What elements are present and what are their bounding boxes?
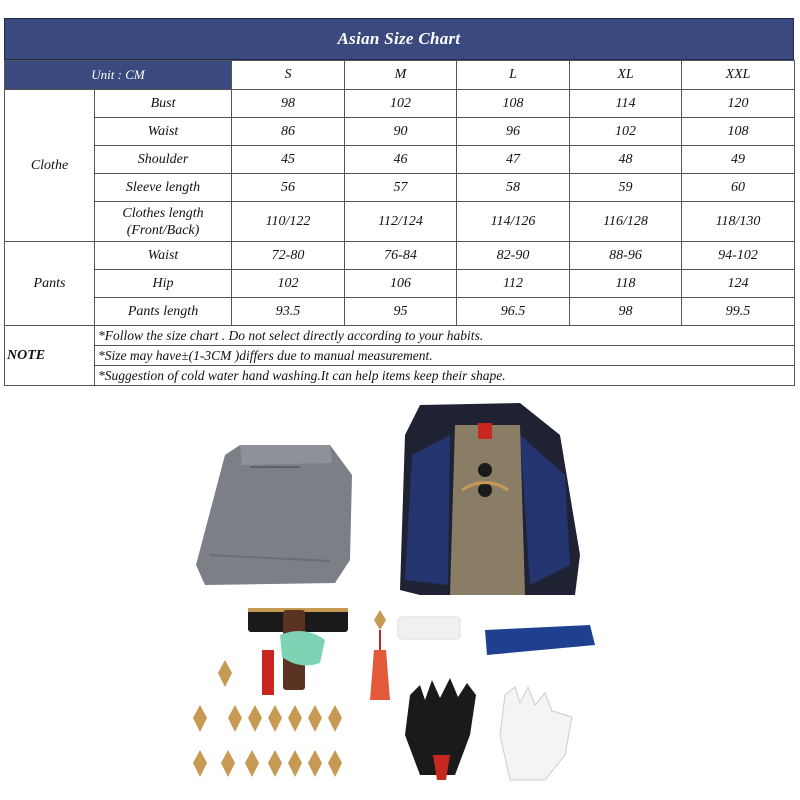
table-row xyxy=(5,90,795,118)
table-row xyxy=(5,202,795,242)
cell: 49 xyxy=(682,146,795,174)
cell: 108 xyxy=(457,90,570,118)
table-row xyxy=(5,118,795,146)
cell: 86 xyxy=(232,118,345,146)
red-tag-image xyxy=(262,650,274,695)
cell: 96 xyxy=(457,118,570,146)
tassel-image xyxy=(370,610,390,700)
table-row xyxy=(5,270,795,298)
white-cloth-image xyxy=(398,617,460,639)
group-label-clothe: Clothe xyxy=(5,90,95,242)
cell: 90 xyxy=(345,118,457,146)
size-table xyxy=(4,60,795,386)
group-label-pants: Pants xyxy=(5,242,95,326)
pants-image xyxy=(196,445,352,585)
size-header: M xyxy=(345,61,457,90)
cell: 112 xyxy=(457,270,570,298)
unit-label: Unit : CM xyxy=(5,61,232,90)
size-header: S xyxy=(232,61,345,90)
size-header-row xyxy=(5,61,795,90)
chart-title: Asian Size Chart xyxy=(4,18,794,60)
cell: 106 xyxy=(345,270,457,298)
cell: 46 xyxy=(345,146,457,174)
cell: 48 xyxy=(570,146,682,174)
cell: 102 xyxy=(345,90,457,118)
size-chart xyxy=(4,18,794,386)
cell: 76-84 xyxy=(345,242,457,270)
table-row xyxy=(5,174,795,202)
cell: 88-96 xyxy=(570,242,682,270)
table-row xyxy=(5,298,795,326)
cell: 57 xyxy=(345,174,457,202)
table-row xyxy=(5,146,795,174)
row-label xyxy=(95,202,232,242)
jacket-image xyxy=(400,403,580,595)
note-row xyxy=(5,326,795,346)
row-label: Sleeve length xyxy=(95,174,232,202)
cell: 93.5 xyxy=(232,298,345,326)
cell: 98 xyxy=(570,298,682,326)
note-line: *Size may have±(1-3CM )differs due to manual measurement. xyxy=(95,346,795,366)
cell: 72-80 xyxy=(232,242,345,270)
row-label: Pants length xyxy=(95,298,232,326)
cell: 59 xyxy=(570,174,682,202)
size-header: XXL xyxy=(682,61,795,90)
note-line: *Suggestion of cold water hand washing.It can help items keep their shape. xyxy=(95,366,795,386)
cell: 112/124 xyxy=(345,202,457,242)
note-line: *Follow the size chart . Do not select directly according to your habits. xyxy=(95,326,795,346)
product-photo xyxy=(0,395,800,800)
cell: 116/128 xyxy=(570,202,682,242)
cell: 118 xyxy=(570,270,682,298)
cell: 94-102 xyxy=(682,242,795,270)
white-glove-image xyxy=(500,687,572,780)
cell: 99.5 xyxy=(682,298,795,326)
row-label: Bust xyxy=(95,90,232,118)
row-label: Waist xyxy=(95,242,232,270)
cell: 60 xyxy=(682,174,795,202)
cell: 102 xyxy=(570,118,682,146)
size-header: L xyxy=(457,61,570,90)
note-row xyxy=(5,346,795,366)
row-label-line: (Front/Back) xyxy=(126,222,200,238)
cell: 96.5 xyxy=(457,298,570,326)
row-label: Shoulder xyxy=(95,146,232,174)
cell: 47 xyxy=(457,146,570,174)
cell: 120 xyxy=(682,90,795,118)
row-label-line: Clothes length xyxy=(122,205,204,221)
row-label: Waist xyxy=(95,118,232,146)
row-label: Hip xyxy=(95,270,232,298)
cell: 124 xyxy=(682,270,795,298)
cell: 114 xyxy=(570,90,682,118)
cell: 56 xyxy=(232,174,345,202)
cell: 110/122 xyxy=(232,202,345,242)
cell: 118/130 xyxy=(682,202,795,242)
note-row xyxy=(5,366,795,386)
size-header: XL xyxy=(570,61,682,90)
table-row xyxy=(5,242,795,270)
cell: 108 xyxy=(682,118,795,146)
cell: 45 xyxy=(232,146,345,174)
cell: 114/126 xyxy=(457,202,570,242)
cell: 98 xyxy=(232,90,345,118)
blue-sash-image xyxy=(485,625,595,655)
note-label: NOTE xyxy=(5,326,95,386)
cell: 58 xyxy=(457,174,570,202)
cell: 82-90 xyxy=(457,242,570,270)
cell: 102 xyxy=(232,270,345,298)
cell: 95 xyxy=(345,298,457,326)
